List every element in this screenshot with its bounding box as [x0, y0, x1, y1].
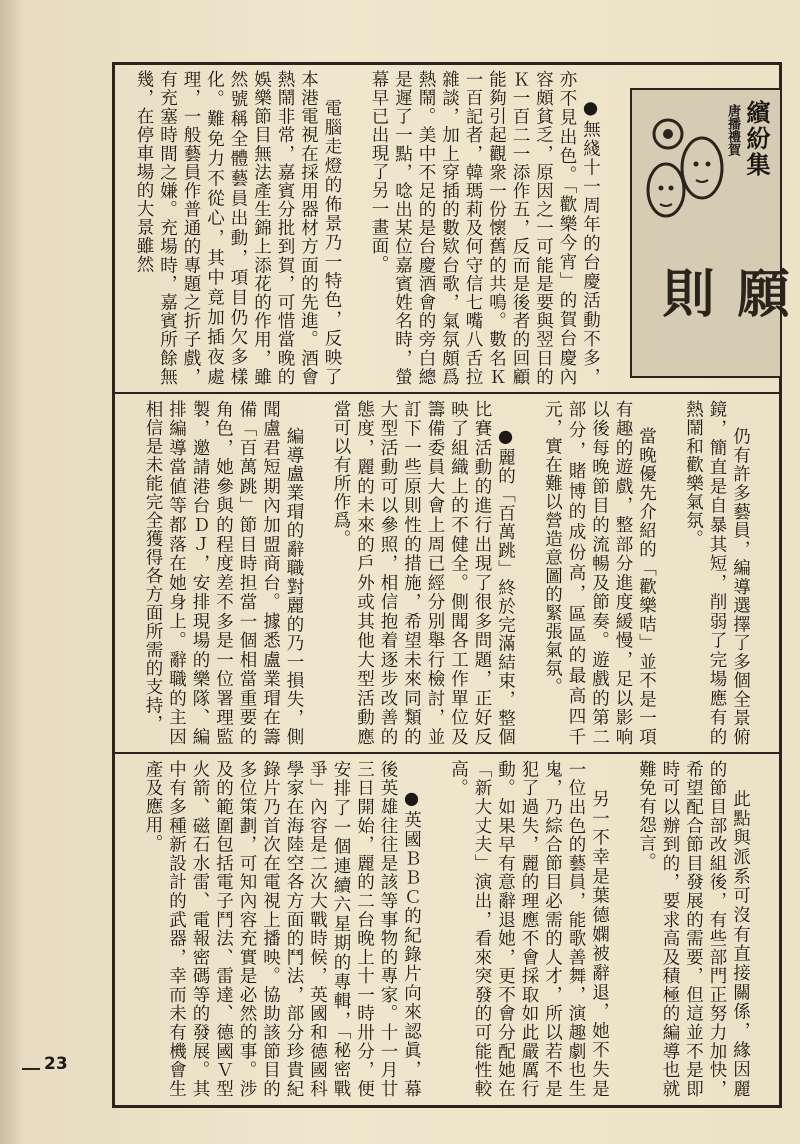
- paragraph-million-jump: ●麗的「百萬跳」終於完滿結束，整個比賽活動的進行出現了很多問題，正好反映了組織上的不健全。側聞各工作單位及籌備委員大會上周已經分別舉行檢討，並訂下一些原則性的措施，希望未來同類的大型活動可以參照，相信抱着逐步改善的態度，麗的未來的戶外或其他大型活動應當可以有所作爲。: [331, 400, 516, 746]
- handwritten-signature: 願則: [653, 266, 789, 336]
- paragraph-break: [308, 426, 328, 445]
- column-title: 繽紛集: [742, 100, 771, 178]
- article-section-top-1: [120, 70, 625, 386]
- paragraph-break: [613, 786, 633, 805]
- paragraph-bbc-documentary: ●英國ＢＢＣ的紀錄片向來認眞，幕後英雄往往是該等事物的專家。十一月廿三日開始，麗的二台晚上十一時卅分，便安排了一個連續六星期的專輯，「秘密戰爭」內容是二次大戰時候，英國和德國科學家在海陸空各方面的鬥法，部分珍貴紀錄片乃首次在電視上播映。協助該節目的多位策劃，可知內容充實是必然的事。涉及的範圍包括電子鬥法、雷達、德國Ｖ型火箭、磁石水雷、電報密碼等的發展。其中有多種新設計的武器，幸而未有機會生產及應用。: [143, 760, 422, 1098]
- paragraph-game-review: 當晚優先介紹的「歡樂咭」並不是一項有趣的遊戲，整部分進度緩慢，足以影响以後每晚節目的流暢及節奏。遊戲的第二部分，賭博的成份高，區區的最高四千元，實在難以營造意圖的緊張氣氛。: [542, 400, 657, 746]
- column-logo: [630, 88, 789, 378]
- page-number: 23: [44, 1054, 68, 1074]
- section-divider-upper: [115, 392, 779, 394]
- paragraph-ending-shots: 仍有許多藝員，編導選擇了多個全景俯鏡，簡直是自暴其短，削弱了完場應有的熱鬧和歡樂氣氛。: [683, 400, 751, 746]
- paragraph-department-reform: 此點與派系可沒有直接關係，緣因麗的節目部改組後，有些部門正努力加快，希望配合節目發展的需要，但這並不是即時可以辦到的，要求高及積極的編導也就難免有怨言。: [636, 760, 751, 1098]
- paragraph-computer-lights: 電腦走燈的佈景乃一特色，反映了本港電視在採用器材方面的先進。酒會熱鬧非常，嘉賓分批到賀，可惜當晚的娛樂節目無法產生錦上添花的作用，雖然號稱全體藝員出動，項目仍欠多樣化。難免力不從心，其中竟加插夜處理，一般藝員作普通的專題之折子戲，有充塞時間之嫌。充場時，嘉賓所餘無幾，在停車場的大景雖然: [134, 70, 342, 386]
- paragraph-actress-dismissed: 另一不幸是葉德嫻被辭退，她不失是一位出色的藝員，能歌善舞，演趣劇也生鬼，乃綜合節目必需的人才，所以若不是犯了過失，麗的理應不會採取如此嚴厲行動。如果早有意辭退她，更不會分配她在「新大丈夫」演出，看來突發的可能性較高。: [448, 760, 610, 1098]
- paragraph-break: [519, 426, 539, 445]
- paragraph-anniversary-events: ●無綫十一周年的台慶活動不多，亦不見出色。「歡樂今宵」的賀台慶內容頗貧乏，原因之一可能是要與翌日的Ｋ一百二一添作五，反而是後者的回顧能夠引起觀衆一份懷舊的共鳴。數名Ｋ一百記者，韓瑪莉及何守信七嘴八舌拉雜談，加上穿插的數欵台歌，氣氛頗爲熱鬧。美中不足的是台慶酒會的旁白總是遲了一點，唸出某位嘉賓姓名時，螢幕早已出現了另一畫面。: [369, 70, 601, 386]
- column-author: 唐播禮賀: [725, 104, 740, 156]
- paragraph-break: [346, 96, 366, 115]
- faces-illustration-icon: [640, 108, 730, 228]
- article-section-middle: [120, 400, 775, 746]
- frame-border-bottom: [112, 1105, 782, 1108]
- page-number-dash: [22, 1068, 40, 1070]
- frame-border-top: [112, 62, 782, 65]
- paragraph-break: [660, 426, 680, 445]
- section-divider-lower: [115, 752, 779, 754]
- frame-border-left: [112, 62, 115, 1108]
- paragraph-director-resign: 編導盧業瑁的辭職對麗的乃一損失，側聞盧君短期內加盟商台。據悉盧業瑁在籌備「百萬跳」節目時担當一個相當重要的角色，她參與的程度差不多是一位署理監製，邀請港台ＤＪ，安排現場的樂隊、編排編導當値等都落在她身上。辭職的主因相信是未能完全獲得各方面所需的支持，: [143, 400, 304, 746]
- article-section-bottom: [120, 760, 775, 1098]
- paragraph-break: [425, 786, 445, 805]
